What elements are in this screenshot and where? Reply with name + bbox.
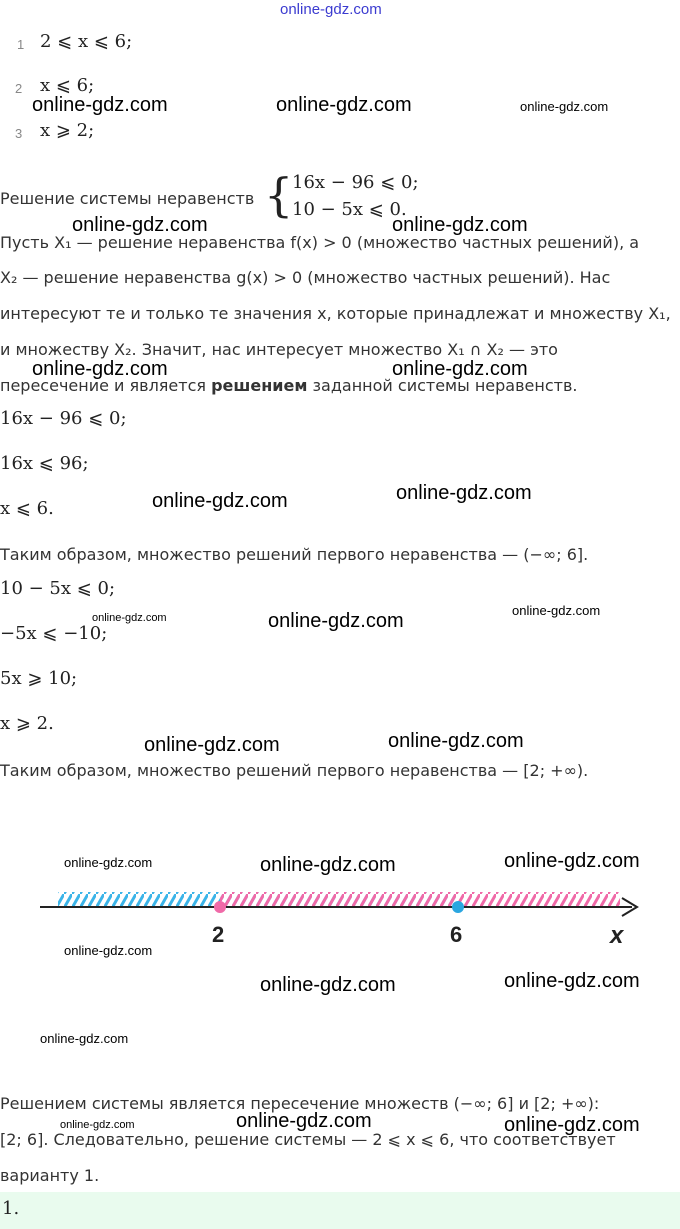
system-label: Решение системы неравенств <box>0 189 255 208</box>
watermark: online-gdz.com <box>520 99 609 114</box>
final-line: [2; 6]. Следовательно, решение системы — 2 ⩽ x ⩽ 6, что соответствует <box>0 1130 616 1149</box>
watermark: online-gdz.com <box>64 855 153 870</box>
final-line: Решением системы является пересечение множеств (−∞; 6] и [2; +∞): <box>0 1094 600 1113</box>
solution-step: 16x ⩽ 96; <box>0 453 89 474</box>
watermark: online-gdz.com <box>512 603 601 618</box>
watermark: online-gdz.com <box>40 1031 129 1046</box>
option-text: 2 ⩽ x ⩽ 6; <box>40 31 133 52</box>
solution-step: x ⩽ 6. <box>0 498 54 519</box>
watermark: online-gdz.com <box>64 943 153 958</box>
option-number: 1 <box>17 37 25 52</box>
watermark: online-gdz.com <box>388 730 524 752</box>
paragraph-line: пересечение и является решением заданной системы неравенств. <box>0 376 578 395</box>
option-text: x ⩾ 2; <box>40 120 95 141</box>
watermark: online-gdz.com <box>152 490 288 512</box>
option-text: x ⩽ 6; <box>40 75 95 96</box>
watermark: online-gdz.com <box>60 1119 135 1131</box>
solution-step: −5x ⩽ −10; <box>0 623 108 644</box>
solution-step: 16x − 96 ⩽ 0; <box>0 408 127 429</box>
solution-step: 5x ⩾ 10; <box>0 668 78 689</box>
solution-step: 10 − 5x ⩽ 0; <box>0 578 116 599</box>
option-number: 2 <box>15 81 23 96</box>
answer-value: 1. <box>2 1198 20 1219</box>
watermark: online-gdz.com <box>236 1110 372 1132</box>
watermark: online-gdz.com <box>32 94 168 116</box>
watermark: online-gdz.com <box>260 974 396 996</box>
watermark: online-gdz.com <box>268 610 404 632</box>
paragraph-line: и множеству X₂. Значит, нас интересует множество X₁ ∩ X₂ — это <box>0 340 558 359</box>
system-brace: { <box>264 168 294 222</box>
watermark: online-gdz.com <box>392 358 528 380</box>
watermark: online-gdz.com <box>72 214 208 236</box>
paragraph-line: Пусть X₁ — решение неравенства f(x) > 0 (множество частных решений), а <box>0 233 640 252</box>
watermark: online-gdz.com <box>32 358 168 380</box>
tick-label-2: 2 <box>212 922 225 947</box>
watermark: online-gdz.com <box>392 214 528 236</box>
point-2 <box>214 901 226 913</box>
watermark: online-gdz.com <box>504 850 640 872</box>
point-6 <box>452 901 464 913</box>
final-line: варианту 1. <box>0 1166 100 1185</box>
watermark: online-gdz.com <box>144 734 280 756</box>
option-number: 3 <box>15 126 23 141</box>
bold-term: решением <box>211 376 308 395</box>
paragraph-line: X₂ — решение неравенства g(x) > 0 (множество частных решений). Нас <box>0 268 611 287</box>
tick-label-6: 6 <box>450 922 463 947</box>
watermark: online-gdz.com <box>504 1114 640 1136</box>
system-inequality-2: 10 − 5x ⩽ 0. <box>292 199 407 220</box>
watermark: online-gdz.com <box>396 482 532 504</box>
axis-label-x: x <box>610 922 624 949</box>
watermark: online-gdz.com <box>504 970 640 992</box>
watermark: online-gdz.com <box>276 94 412 116</box>
hatch-right-region <box>220 892 620 906</box>
watermark: online-gdz.com <box>260 854 396 876</box>
solution-step: x ⩾ 2. <box>0 713 54 734</box>
conclusion-1: Таким образом, множество решений первого неравенства — (−∞; 6]. <box>0 545 589 564</box>
top-watermark: online-gdz.com <box>280 1 382 18</box>
paragraph-line: интересуют те и только те значения x, которые принадлежат и множеству X₁, <box>0 304 671 323</box>
answer-box <box>0 1192 680 1229</box>
conclusion-2: Таким образом, множество решений первого неравенства — [2; +∞). <box>0 761 589 780</box>
system-inequality-1: 16x − 96 ⩽ 0; <box>292 172 419 193</box>
watermark: online-gdz.com <box>92 612 167 624</box>
